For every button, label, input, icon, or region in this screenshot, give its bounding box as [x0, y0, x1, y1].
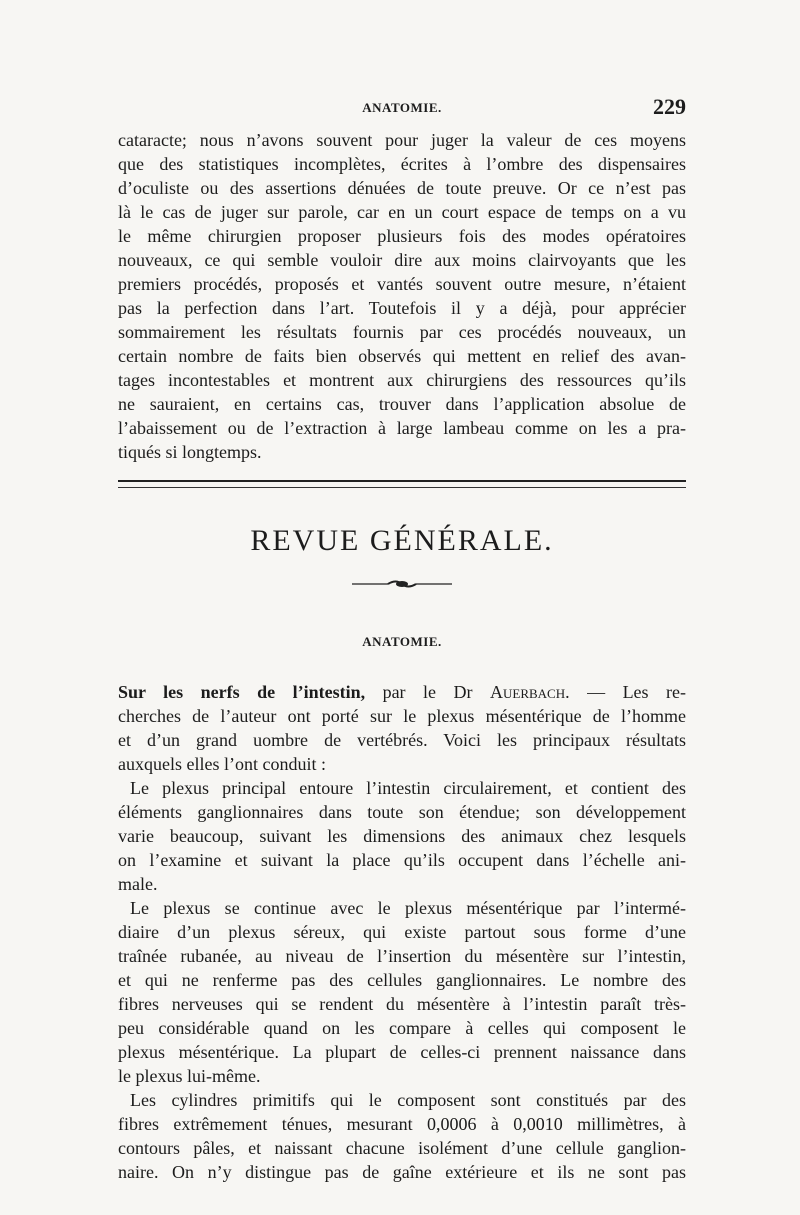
- intro-paragraph: [118, 128, 686, 464]
- text-line: tiqués si longtemps.: [118, 442, 262, 462]
- text-line: Le plexus principal entoure l’intestin circulairement, et contient des: [130, 778, 686, 798]
- text-line: tages incontestables et montrent aux chirurgiens des ressources qu’ils: [118, 370, 686, 390]
- text-line: on l’examine et suivant la place qu’ils occupent dans l’échelle ani-: [118, 850, 686, 870]
- text-line: premiers procédés, proposés et vantés souvent outre mesure, n’étaient: [118, 274, 686, 294]
- text-line: naire. On n’y distingue pas de gaîne extérieure et ils ne sont pas: [118, 1162, 686, 1182]
- running-head: [118, 96, 686, 126]
- text-line: sommairement les résultats fournis par ces procédés nouveaux, un: [118, 322, 686, 342]
- text-line: varie beaucoup, suivant les dimensions des animaux chez lesquels: [118, 826, 686, 846]
- text-line: plexus mésentérique. La plupart de celles-ci prennent naissance dans: [118, 1042, 686, 1062]
- section-divider-thick: [118, 480, 686, 482]
- text-line: cataracte; nous n’avons souvent pour juger la valeur de ces moyens: [118, 130, 686, 150]
- article-heading-tail: . — Les re-: [565, 682, 687, 702]
- text-line: là le cas de juger sur parole, car en un court espace de temps on a vu: [118, 202, 686, 222]
- text-line: et qui ne renferme pas des cellules ganglionnaires. Le nombre des: [118, 970, 686, 990]
- text-line: ne sauraient, en certains cas, trouver dans l’application absolue de: [118, 394, 686, 414]
- running-head-title: ANATOMIE.: [362, 100, 442, 115]
- text-line: Les cylindres primitifs qui le composent sont constitués par des: [130, 1090, 686, 1110]
- author-name: Auerbach: [489, 682, 566, 702]
- section-divider-thin: [118, 487, 686, 488]
- ornament-divider: [352, 578, 452, 590]
- text-line: et d’un grand uombre de vertébrés. Voici les principaux résultats: [118, 730, 686, 750]
- text-line: Le plexus se continue avec le plexus mésentérique par l’intermé-: [130, 898, 686, 918]
- text-line: éléments ganglionnaires dans toute son étendue; son développement: [118, 802, 686, 822]
- text-line: l’abaissement ou de l’extraction à large lambeau comme on les a pra-: [118, 418, 686, 438]
- text-line: peu considérable quand on les compare à celles qui composent le: [118, 1018, 686, 1038]
- text-line: nouveaux, ce qui semble vouloir dire aux moins clairvoyants que les: [118, 250, 686, 270]
- text-line: certain nombre de faits bien observés qui mettent en relief des avan-: [118, 346, 686, 366]
- text-line: le même chirurgien proposer plusieurs fois des modes opératoires: [118, 226, 686, 246]
- text-line: contours pâles, et naissant chacune isolément d’une cellule ganglion-: [118, 1138, 686, 1158]
- revue-title: REVUE GÉNÉRALE.: [250, 524, 554, 557]
- text-line: que des statistiques incomplètes, écrites à l’ombre des dispensaires: [118, 154, 686, 174]
- text-line: fibres extrêmement ténues, mesurant 0,0006 à 0,0010 millimètres, à: [118, 1114, 686, 1134]
- text-line: fibres nerveuses qui se rendent du mésentère à l’intestin paraît très-: [118, 994, 686, 1014]
- text-line: le plexus lui-même.: [118, 1066, 261, 1086]
- article-by: par le: [365, 682, 454, 702]
- page-number: 229: [653, 94, 686, 119]
- text-line: pas la perfection dans l’art. Toutefois il y a déjà, pour apprécier: [118, 298, 686, 318]
- text-line: male.: [118, 874, 158, 894]
- subsection-title: ANATOMIE.: [362, 634, 442, 649]
- article: [118, 680, 686, 1184]
- text-line: traînée rubanée, au niveau de l’insertion du mésentère sur l’intestin,: [118, 946, 686, 966]
- article-body: [118, 704, 686, 1184]
- text-line: diaire d’un plexus séreux, qui existe partout sous forme d’une: [118, 922, 686, 942]
- text-line: d’oculiste ou des assertions dénuées de toute preuve. Or ce n’est pas: [118, 178, 686, 198]
- author-prefix: Dr: [453, 682, 490, 702]
- text-line: cherches de l’auteur ont porté sur le plexus mésentérique de l’homme: [118, 706, 686, 726]
- article-title: Sur les nerfs de l’intestin,: [118, 682, 366, 702]
- article-heading-line: [118, 680, 686, 704]
- text-line: auxquels elles l’ont conduit :: [118, 754, 326, 774]
